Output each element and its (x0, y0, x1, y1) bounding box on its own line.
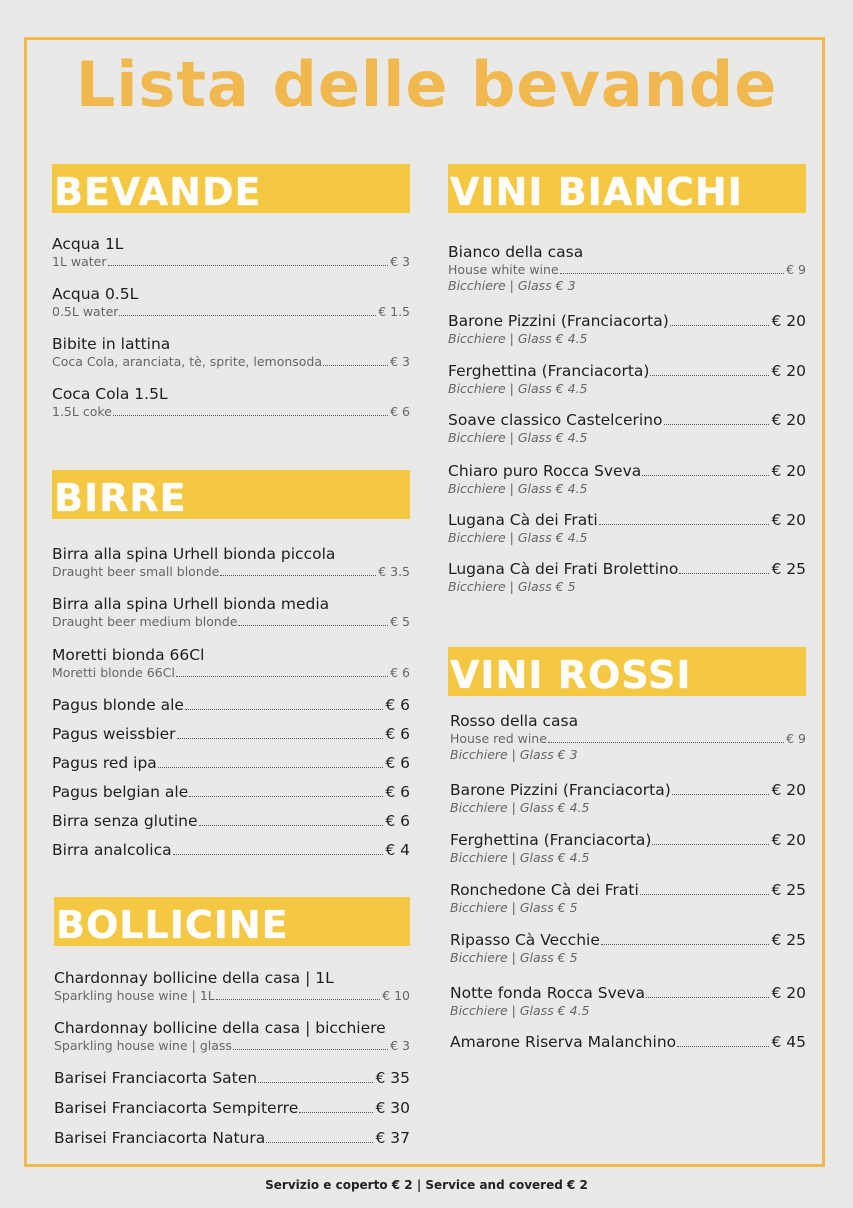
glass-price: Bicchiere | Glass € 4.5 (448, 430, 588, 445)
item-row (450, 711, 806, 731)
dotted-leader (560, 272, 784, 274)
glass-price: Bicchiere | Glass € 3 (450, 747, 578, 762)
item-row (448, 361, 806, 381)
item-description-row (54, 1038, 410, 1054)
item-description-row (52, 404, 410, 420)
item-row (54, 1018, 410, 1038)
item-row (448, 510, 806, 530)
item-name: Ronchedone Cà dei Frati (450, 881, 639, 899)
section-header-vini-rossi (448, 647, 806, 696)
item-description: Sparkling house wine | 1L (54, 988, 215, 1003)
section-title-birre: BIRRE (54, 476, 187, 520)
item-price: € 6 (390, 665, 410, 680)
menu-item (450, 780, 806, 816)
item-price: € 25 (771, 881, 806, 899)
menu-item (52, 384, 410, 420)
item-name: Barone Pizzini (Franciacorta) (450, 781, 671, 799)
glass-price: Bicchiere | Glass € 4.5 (448, 331, 588, 346)
item-name: Lugana Cà dei Frati Brolettino (448, 560, 679, 578)
service-note: Servizio e coperto € 2 | Service and covered € 2 (265, 1178, 588, 1192)
glass-price: Bicchiere | Glass € 3 (448, 278, 576, 293)
menu-item (448, 410, 806, 446)
item-name: Lugana Cà dei Frati (448, 511, 598, 529)
dotted-leader (677, 1045, 769, 1047)
item-description-row (52, 564, 410, 580)
item-row (448, 242, 806, 262)
item-row (450, 880, 806, 900)
item-row (52, 811, 410, 831)
item-description-row (52, 254, 410, 270)
item-price: € 20 (771, 362, 806, 380)
item-row (52, 544, 410, 564)
item-name: Ferghettina (Franciacorta) (450, 831, 652, 849)
item-name: Pagus weissbier (52, 725, 176, 743)
item-row (52, 695, 410, 715)
dotted-leader (670, 324, 770, 326)
item-price: € 35 (375, 1069, 410, 1087)
item-row (448, 311, 806, 331)
menu-item (448, 559, 806, 595)
menu-item (448, 461, 806, 497)
item-description: 1L water (52, 254, 107, 269)
dotted-leader (233, 1048, 388, 1050)
item-price: € 45 (771, 1033, 806, 1051)
glass-price: Bicchiere | Glass € 4.5 (450, 850, 590, 865)
item-description: Sparkling house wine | glass (54, 1038, 232, 1053)
item-name: Pagus belgian ale (52, 783, 189, 801)
section-header-birre (52, 470, 410, 519)
dotted-leader (158, 766, 384, 768)
item-row (54, 968, 410, 988)
item-row (450, 1032, 806, 1052)
item-name: Barisei Franciacorta Natura (54, 1129, 266, 1147)
item-row (448, 461, 806, 481)
item-price: € 3.5 (378, 564, 410, 579)
menu-item (450, 930, 806, 966)
item-row (52, 234, 410, 254)
item-row (52, 840, 410, 860)
menu-item (448, 361, 806, 397)
left-column (52, 0, 410, 1170)
item-name: Birra alla spina Urhell bionda media (52, 595, 330, 613)
item-price: € 9 (786, 262, 806, 277)
item-name: Acqua 1L (52, 235, 124, 253)
glass-price: Bicchiere | Glass € 4.5 (450, 800, 590, 815)
item-description: Coca Cola, aranciata, tè, sprite, lemonsoda (52, 354, 323, 369)
menu-item (52, 234, 410, 270)
item-description: Draught beer small blonde (52, 564, 220, 579)
menu-item (52, 695, 410, 715)
menu-item (450, 880, 806, 916)
dotted-leader (216, 998, 380, 1000)
section-header-bevande (52, 164, 410, 213)
menu-item (54, 968, 410, 1004)
dotted-leader (220, 574, 376, 576)
item-price: € 6 (390, 404, 410, 419)
item-price: € 6 (385, 754, 410, 772)
dotted-leader (266, 1141, 373, 1143)
item-row (54, 1068, 410, 1088)
item-price: € 20 (771, 312, 806, 330)
dotted-leader (189, 795, 383, 797)
item-description-row (448, 262, 806, 278)
section-title-bevande: BEVANDE (54, 170, 262, 214)
item-price: € 6 (385, 725, 410, 743)
item-price: € 6 (385, 696, 410, 714)
item-description: Moretti blonde 66Cl (52, 665, 175, 680)
menu-item (450, 1032, 806, 1052)
menu-item (450, 983, 806, 1019)
item-description-row (52, 614, 410, 630)
dotted-leader (642, 474, 769, 476)
item-row (450, 930, 806, 950)
menu-item (54, 1128, 410, 1148)
glass-price: Bicchiere | Glass € 4.5 (448, 381, 588, 396)
menu-item (448, 311, 806, 347)
dotted-leader (177, 737, 384, 739)
item-name: Pagus blonde ale (52, 696, 184, 714)
item-row (52, 334, 410, 354)
item-name: Chiaro puro Rocca Sveva (448, 462, 642, 480)
item-row (52, 284, 410, 304)
item-name: Barone Pizzini (Franciacorta) (448, 312, 669, 330)
item-description-row (450, 731, 806, 747)
item-name: Birra senza glutine (52, 812, 198, 830)
dotted-leader (238, 624, 388, 626)
glass-price: Bicchiere | Glass € 5 (450, 950, 578, 965)
item-description-row (52, 304, 410, 320)
item-name: Barisei Franciacorta Sempiterre (54, 1099, 299, 1117)
item-name: Ripasso Cà Vecchie (450, 931, 600, 949)
menu-item (448, 242, 806, 294)
item-row (54, 1098, 410, 1118)
item-row (448, 559, 806, 579)
menu-item (54, 1068, 410, 1088)
menu-item (52, 645, 410, 681)
item-name: Acqua 0.5L (52, 285, 139, 303)
dotted-leader (646, 996, 770, 998)
dotted-leader (258, 1081, 373, 1083)
item-price: € 30 (375, 1099, 410, 1117)
item-description: House white wine (448, 262, 559, 277)
dotted-leader (323, 364, 388, 366)
menu-item (448, 510, 806, 546)
item-price: € 6 (385, 812, 410, 830)
item-price: € 20 (771, 411, 806, 429)
item-name: Bibite in lattina (52, 335, 171, 353)
item-description-row (52, 354, 410, 370)
menu-item (52, 284, 410, 320)
item-price: € 20 (771, 831, 806, 849)
item-price: € 20 (771, 462, 806, 480)
menu-item (52, 782, 410, 802)
menu-item (450, 711, 806, 763)
item-price: € 20 (771, 511, 806, 529)
item-description: 1.5L coke (52, 404, 112, 419)
dotted-leader (119, 314, 376, 316)
item-description-row (54, 988, 410, 1004)
item-name: Moretti bionda 66Cl (52, 646, 205, 664)
section-title-vini-bianchi: VINI BIANCHI (450, 170, 743, 214)
dotted-leader (299, 1111, 373, 1113)
item-price: € 3 (390, 1038, 410, 1053)
item-price: € 10 (382, 988, 410, 1003)
dotted-leader (664, 423, 770, 425)
item-name: Ferghettina (Franciacorta) (448, 362, 650, 380)
item-row (450, 983, 806, 1003)
item-row (52, 724, 410, 744)
item-name: Bianco della casa (448, 243, 584, 261)
menu-item (52, 753, 410, 773)
menu-item (54, 1098, 410, 1118)
dotted-leader (176, 675, 388, 677)
right-column (448, 0, 806, 1170)
item-row (54, 1128, 410, 1148)
item-name: Birra analcolica (52, 841, 172, 859)
item-description: 0.5L water (52, 304, 119, 319)
glass-price: Bicchiere | Glass € 5 (450, 900, 578, 915)
glass-price: Bicchiere | Glass € 4.5 (450, 1003, 590, 1018)
section-header-bollicine (54, 897, 410, 946)
item-price: € 9 (786, 731, 806, 746)
item-row (52, 753, 410, 773)
item-row (450, 780, 806, 800)
item-description: House red wine (450, 731, 547, 746)
item-name: Notte fonda Rocca Sveva (450, 984, 645, 1002)
item-row (52, 645, 410, 665)
item-row (450, 830, 806, 850)
item-price: € 20 (771, 984, 806, 1002)
item-name: Amarone Riserva Malanchino (450, 1033, 677, 1051)
item-name: Coca Cola 1.5L (52, 385, 168, 403)
dotted-leader (640, 893, 770, 895)
dotted-leader (672, 793, 770, 795)
menu-item (54, 1018, 410, 1054)
item-name: Chardonnay bollicine della casa | bicchiere (54, 1019, 386, 1037)
menu-title: Lista delle bevande (75, 48, 778, 121)
menu-item (52, 724, 410, 744)
item-name: Birra alla spina Urhell bionda piccola (52, 545, 336, 563)
item-price: € 3 (390, 254, 410, 269)
dotted-leader (599, 523, 770, 525)
item-name: Barisei Franciacorta Saten (54, 1069, 258, 1087)
item-price: € 25 (771, 560, 806, 578)
menu-item (52, 544, 410, 580)
item-price: € 4 (385, 841, 410, 859)
item-price: € 3 (390, 354, 410, 369)
dotted-leader (113, 414, 388, 416)
dotted-leader (601, 943, 770, 945)
menu-item (52, 811, 410, 831)
item-row (52, 594, 410, 614)
menu-item (52, 594, 410, 630)
item-price: € 1.5 (378, 304, 410, 319)
dotted-leader (173, 853, 384, 855)
section-title-bollicine: BOLLICINE (56, 903, 289, 947)
item-name: Rosso della casa (450, 712, 579, 730)
item-name: Pagus red ipa (52, 754, 157, 772)
item-description-row (52, 665, 410, 681)
item-name: Soave classico Castelcerino (448, 411, 663, 429)
item-name: Chardonnay bollicine della casa | 1L (54, 969, 334, 987)
item-row (52, 782, 410, 802)
glass-price: Bicchiere | Glass € 5 (448, 579, 576, 594)
dotted-leader (652, 843, 769, 845)
dotted-leader (679, 572, 769, 574)
dotted-leader (108, 264, 389, 266)
dotted-leader (185, 708, 383, 710)
dotted-leader (199, 824, 384, 826)
item-row (448, 410, 806, 430)
section-header-vini-bianchi (448, 164, 806, 213)
menu-item (52, 334, 410, 370)
item-row (52, 384, 410, 404)
glass-price: Bicchiere | Glass € 4.5 (448, 530, 588, 545)
dotted-leader (548, 741, 784, 743)
item-price: € 20 (771, 781, 806, 799)
section-title-vini-rossi: VINI ROSSI (450, 653, 692, 697)
item-price: € 6 (385, 783, 410, 801)
item-description: Draught beer medium blonde (52, 614, 238, 629)
glass-price: Bicchiere | Glass € 4.5 (448, 481, 588, 496)
item-price: € 25 (771, 931, 806, 949)
dotted-leader (650, 374, 769, 376)
menu-item (52, 840, 410, 860)
item-price: € 37 (375, 1129, 410, 1147)
item-price: € 5 (390, 614, 410, 629)
menu-item (450, 830, 806, 866)
